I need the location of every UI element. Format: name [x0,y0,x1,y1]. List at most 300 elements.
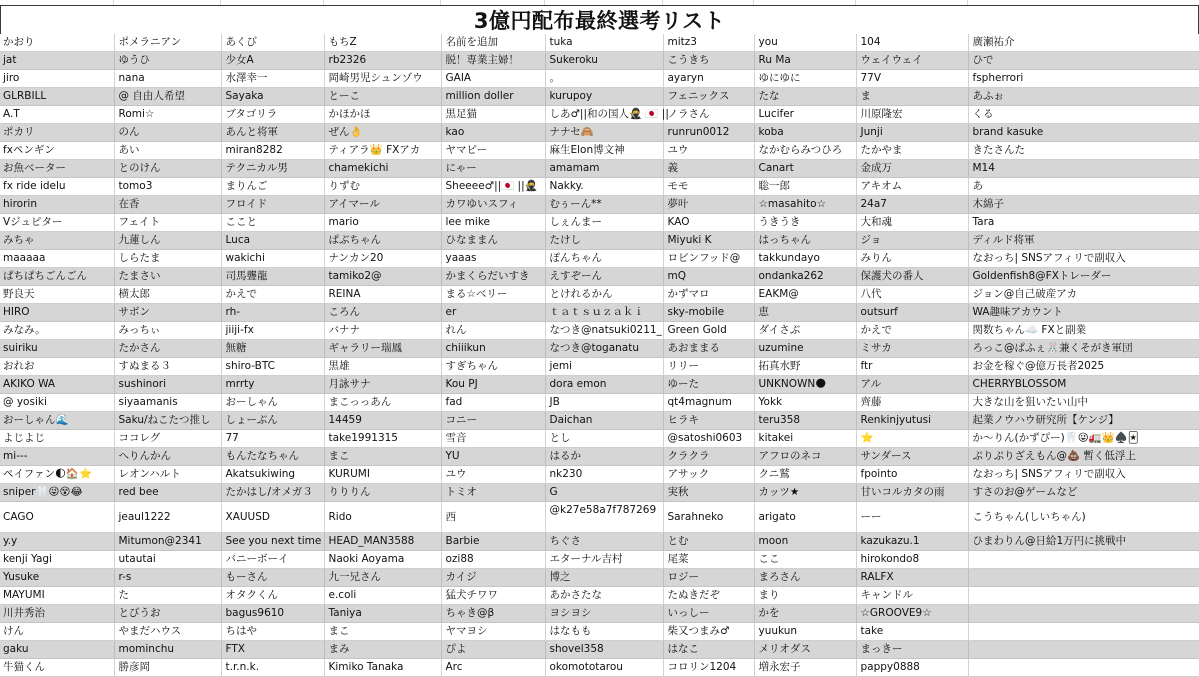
table-cell[interactable]: まろさん [754,569,856,587]
table-cell[interactable]: GLRBILL [0,88,114,106]
table-cell[interactable]: shiro-BTC [221,358,324,376]
table-cell[interactable]: chamekichi [324,160,441,178]
table-cell[interactable]: アル [856,376,968,394]
table-cell[interactable]: オタクくん [221,587,324,605]
table-cell[interactable]: hirokondo8 [856,551,968,569]
table-cell[interactable]: すぬまる３ [114,358,221,376]
table-cell[interactable]: テクニカル男 [221,160,324,178]
table-cell[interactable]: ☆GROOVE9☆ [856,605,968,623]
table-cell[interactable]: はなもも [545,623,663,641]
table-cell[interactable]: utautai [114,551,221,569]
table-cell[interactable]: かえで [856,322,968,340]
table-cell[interactable]: t.r.n.k. [221,659,324,677]
table-cell[interactable]: ロビンフッド@ [663,250,754,268]
table-cell[interactable]: あい [114,142,221,160]
table-cell[interactable]: Taniya [324,605,441,623]
table-cell[interactable]: ftr [856,358,968,376]
table-cell[interactable]: 。 [545,70,663,88]
table-cell[interactable]: Barbie [441,533,545,551]
table-cell[interactable]: あおままる [663,340,754,358]
table-cell[interactable]: Goldenfish8@FXトレーダー [968,268,1199,286]
table-cell[interactable]: sky-mobile [663,304,754,322]
table-cell[interactable]: kitakei [754,430,856,448]
table-cell[interactable]: りずむ [324,178,441,196]
table-cell[interactable]: まる☆ベリー [441,286,545,304]
table-cell[interactable]: カワゆいスフィ [441,196,545,214]
table-cell[interactable] [968,641,1199,659]
table-cell[interactable]: AKIKO WA [0,376,114,394]
table-cell[interactable]: UNKNOWN🌑 [754,376,856,394]
table-cell[interactable]: chiiikun [441,340,545,358]
table-cell[interactable]: よじよじ [0,430,114,448]
table-cell[interactable]: 77V [856,70,968,88]
table-cell[interactable]: WA趣味アカウント [968,304,1199,322]
table-cell[interactable]: miran8282 [221,142,324,160]
table-cell[interactable]: FTX [221,641,324,659]
table-cell[interactable]: しあ♂||和の国人🥷 🇯🇵 || [545,106,663,124]
table-cell[interactable]: Renkinjyutusi [856,412,968,430]
table-cell[interactable]: maaaaa [0,250,114,268]
table-cell[interactable]: 保護犬の番人 [856,268,968,286]
table-cell[interactable]: カッツ★ [754,484,856,502]
table-cell[interactable]: コニー [441,412,545,430]
table-cell[interactable]: かを [754,605,856,623]
table-cell[interactable]: Luca [221,232,324,250]
table-cell[interactable]: lee mike [441,214,545,232]
table-cell[interactable]: まみ [324,641,441,659]
table-cell[interactable]: 恵 [754,304,856,322]
table-cell[interactable]: tamiko2@ [324,268,441,286]
table-cell[interactable]: たかやま [856,142,968,160]
table-cell[interactable]: もちZ [324,34,441,52]
table-cell[interactable]: もんたなちゃん [221,448,324,466]
table-cell[interactable]: クラクラ [663,448,754,466]
table-cell[interactable]: ぱちぱちごんごん [0,268,114,286]
table-cell[interactable]: 起業ノウハウ研究所【ケンジ】 [968,412,1199,430]
table-cell[interactable]: takkundayo [754,250,856,268]
table-cell[interactable]: ぜん👌 [324,124,441,142]
table-cell[interactable]: Ru Ma [754,52,856,70]
table-cell[interactable]: 77 [221,430,324,448]
table-cell[interactable]: qt4magnum [663,394,754,412]
table-cell[interactable]: Kimiko Tanaka [324,659,441,677]
table-cell[interactable]: nana [114,70,221,88]
table-cell[interactable]: ユウ [663,142,754,160]
table-cell[interactable]: 聡一郎 [754,178,856,196]
table-cell[interactable]: サボン [114,304,221,322]
table-cell[interactable]: CHERRYBLOSSOM [968,376,1199,394]
table-cell[interactable]: M14 [968,160,1199,178]
table-cell[interactable]: ポカリ [0,124,114,142]
table-cell[interactable]: Sayaka [221,88,324,106]
table-cell[interactable]: トミオ [441,484,545,502]
table-cell[interactable]: red bee [114,484,221,502]
table-cell[interactable]: たぬきだぞ [663,587,754,605]
table-cell[interactable]: あ [968,178,1199,196]
table-cell[interactable]: いっしー [663,605,754,623]
table-cell[interactable]: Naoki Aoyama [324,551,441,569]
table-cell[interactable]: A.T [0,106,114,124]
table-cell[interactable] [968,551,1199,569]
table-cell[interactable]: kao [441,124,545,142]
table-cell[interactable]: 無糖 [221,340,324,358]
table-cell[interactable]: サンダース [856,448,968,466]
table-cell[interactable]: ひまわりん@日給1万円に挑戦中 [968,533,1199,551]
table-cell[interactable]: コロリン1204 [663,659,754,677]
table-cell[interactable]: アフロのネコ [754,448,856,466]
table-cell[interactable]: か〜りん(かずぴー)🦷😜🚛👑♠️🃏 [968,430,1199,448]
table-cell[interactable]: GAIA [441,70,545,88]
table-cell[interactable]: moon [754,533,856,551]
table-cell[interactable]: なつき@toganatu [545,340,663,358]
table-cell[interactable]: Yusuke [0,569,114,587]
table-cell[interactable]: rb2326 [324,52,441,70]
table-cell[interactable]: たけし [545,232,663,250]
table-cell[interactable]: suiriku [0,340,114,358]
table-cell[interactable]: ーー [856,502,968,533]
table-cell[interactable]: ダイさぶ [754,322,856,340]
table-cell[interactable]: はっちゃん [754,232,856,250]
table-cell[interactable]: かまくらだいすき [441,268,545,286]
table-cell[interactable]: 少女A [221,52,324,70]
table-cell[interactable]: エターナル吉村 [545,551,663,569]
table-cell[interactable]: ここ [754,551,856,569]
table-cell[interactable]: 川井秀治 [0,605,114,623]
table-cell[interactable]: ティアラ👑 FXアカ [324,142,441,160]
table-cell[interactable]: 木綿子 [968,196,1199,214]
table-cell[interactable]: wakichi [221,250,324,268]
table-cell[interactable]: koba [754,124,856,142]
table-cell[interactable]: しょーぶん [221,412,324,430]
table-cell[interactable]: CAGO [0,502,114,533]
table-cell[interactable]: kurupoy [545,88,663,106]
table-cell[interactable]: mi--- [0,448,114,466]
table-cell[interactable]: fspherrori [968,70,1199,88]
table-cell[interactable]: Kou PJ [441,376,545,394]
table-cell[interactable]: 西 [441,502,545,533]
table-cell[interactable]: クニ鷲 [754,466,856,484]
table-cell[interactable]: ぽんちゃん [545,250,663,268]
table-cell[interactable]: カイジ [441,569,545,587]
table-cell[interactable]: あふぉ [968,88,1199,106]
table-cell[interactable]: 九蓮しん [114,232,221,250]
table-cell[interactable]: たな [754,88,856,106]
table-cell[interactable]: しぇんまー [545,214,663,232]
table-cell[interactable]: 岡崎男児シュンゾウ [324,70,441,88]
table-cell[interactable]: アイマール [324,196,441,214]
table-cell[interactable]: なおっち| SNSアフィリで副収入 [968,466,1199,484]
table-cell[interactable]: ゆーた [663,376,754,394]
table-cell[interactable]: やまだハウス [114,623,221,641]
table-cell[interactable]: ヨシヨシ [545,605,663,623]
table-cell[interactable]: うきうき [754,214,856,232]
table-cell[interactable]: 黒雄 [324,358,441,376]
table-cell[interactable]: みっちぃ [114,322,221,340]
table-cell[interactable]: はなこ [663,641,754,659]
table-cell[interactable]: 大きな山を狙いたい山中 [968,394,1199,412]
table-cell[interactable]: 在香 [114,196,221,214]
table-cell[interactable]: 廣瀬祐介 [968,34,1199,52]
table-cell[interactable]: yaaas [441,250,545,268]
table-cell[interactable]: YU [441,448,545,466]
table-cell[interactable]: アキオム [856,178,968,196]
table-cell[interactable]: 齊藤 [856,394,968,412]
table-cell[interactable]: 水澤幸一 [221,70,324,88]
table-cell[interactable]: たかさん [114,340,221,358]
table-cell[interactable]: Sarahneko [663,502,754,533]
table-cell[interactable]: KURUMI [324,466,441,484]
table-cell[interactable]: bagus9610 [221,605,324,623]
table-cell[interactable]: MAYUMI [0,587,114,605]
table-cell[interactable]: ポメラニアン [114,34,221,52]
table-cell[interactable]: リリー [663,358,754,376]
table-cell[interactable]: 月詠サナ [324,376,441,394]
table-cell[interactable]: ozi88 [441,551,545,569]
table-cell[interactable]: 14459 [324,412,441,430]
table-cell[interactable]: 川原隆宏 [856,106,968,124]
table-cell[interactable]: アサック [663,466,754,484]
table-cell[interactable]: りりりん [324,484,441,502]
table-cell[interactable] [968,587,1199,605]
table-cell[interactable]: 八代 [856,286,968,304]
table-cell[interactable]: なかむらみつひろ [754,142,856,160]
table-cell[interactable]: 大和魂 [856,214,968,232]
table-cell[interactable]: まっきー [856,641,968,659]
table-cell[interactable]: 関数ちゃん☁️ FXと副業 [968,322,1199,340]
table-cell[interactable]: ひで [968,52,1199,70]
table-cell[interactable]: かおり [0,34,114,52]
table-cell[interactable]: バニーボーイ [221,551,324,569]
table-cell[interactable]: お魚ベーター [0,160,114,178]
table-cell[interactable]: ペイファン🌓🏠⭐ [0,466,114,484]
table-cell[interactable]: むぅーん** [545,196,663,214]
table-cell[interactable]: Green Gold [663,322,754,340]
table-cell[interactable]: JB [545,394,663,412]
table-cell[interactable]: yuukun [754,623,856,641]
table-cell[interactable]: jeaul1222 [114,502,221,533]
table-cell[interactable]: きたさんた [968,142,1199,160]
table-cell[interactable]: 甘いコルカタの雨 [856,484,968,502]
table-cell[interactable]: jiro [0,70,114,88]
table-cell[interactable]: たまさい [114,268,221,286]
table-cell[interactable]: ondanka262 [754,268,856,286]
table-cell[interactable]: バナナ [324,322,441,340]
table-cell[interactable]: ナンカン20 [324,250,441,268]
table-cell[interactable]: ゆうひ [114,52,221,70]
table-cell[interactable]: fpointo [856,466,968,484]
table-cell[interactable]: Sukeroku [545,52,663,70]
table-cell[interactable]: フロイド [221,196,324,214]
table-cell[interactable]: ミサカ [856,340,968,358]
table-cell[interactable]: e.coli [324,587,441,605]
table-cell[interactable]: とーこ [324,88,441,106]
table-cell[interactable]: まり [754,587,856,605]
table-cell[interactable]: とのけん [114,160,221,178]
table-cell[interactable]: ここと [221,214,324,232]
table-cell[interactable]: ちはや [221,623,324,641]
table-cell[interactable]: おーしゃん [221,394,324,412]
table-cell[interactable]: ロジー [663,569,754,587]
table-cell[interactable]: もーさん [221,569,324,587]
table-cell[interactable]: 金成万 [856,160,968,178]
table-cell[interactable]: フェニックス [663,88,754,106]
table-cell[interactable]: runrun0012 [663,124,754,142]
table-cell[interactable]: ちぐさ [545,533,663,551]
table-cell[interactable]: jemi [545,358,663,376]
table-cell[interactable]: ウェイウェイ [856,52,968,70]
table-cell[interactable]: モモ [663,178,754,196]
table-cell[interactable]: ナナセ🙈 [545,124,663,142]
table-cell[interactable]: mrrty [221,376,324,394]
table-cell[interactable]: お金を稼ぐ@億万長者2025 [968,358,1199,376]
table-cell[interactable]: Lucifer [754,106,856,124]
table-cell[interactable]: 牛猫くん [0,659,114,677]
table-cell[interactable]: Nakky. [545,178,663,196]
table-cell[interactable]: 勝彦岡 [114,659,221,677]
table-cell[interactable]: ゆにゆに [754,70,856,88]
table-cell[interactable]: pappy0888 [856,659,968,677]
table-cell[interactable]: Sheeee♂||🇯🇵 ||🥷 [441,178,545,196]
table-cell[interactable]: ｔａｔｓｕｚａｋｉ [545,304,663,322]
table-cell[interactable]: た [114,587,221,605]
table-cell[interactable]: rh- [221,304,324,322]
table-cell[interactable]: たかはし/オメガ３ [221,484,324,502]
table-cell[interactable]: ayaryn [663,70,754,88]
table-cell[interactable]: tuka [545,34,663,52]
table-cell[interactable]: あかさたな [545,587,663,605]
table-cell[interactable]: ひなままん [441,232,545,250]
table-cell[interactable]: ⭐ [856,430,968,448]
table-cell[interactable]: fad [441,394,545,412]
table-cell[interactable]: まりんご [221,178,324,196]
table-cell[interactable]: 名前を追加 [441,34,545,52]
table-cell[interactable]: あんと将軍 [221,124,324,142]
table-cell[interactable]: かずマロ [663,286,754,304]
table-cell[interactable]: 九一兄さん [324,569,441,587]
table-cell[interactable]: まこっっあん [324,394,441,412]
table-cell[interactable]: @k27e58a7f787269 [545,502,663,533]
table-cell[interactable]: 麻生Elon博文神 [545,142,663,160]
table-cell[interactable] [968,623,1199,641]
table-cell[interactable]: ぷりぷりざえもん@💩 暫く低浮上 [968,448,1199,466]
table-cell[interactable]: 尾菜 [663,551,754,569]
table-cell[interactable]: okomototarou [545,659,663,677]
table-cell[interactable]: とし [545,430,663,448]
table-cell[interactable]: 博之 [545,569,663,587]
table-cell[interactable]: fx ride idelu [0,178,114,196]
table-cell[interactable]: kenji Yagi [0,551,114,569]
table-cell[interactable]: @ 自由人希望 [114,88,221,106]
table-cell[interactable]: arigato [754,502,856,533]
table-cell[interactable]: REINA [324,286,441,304]
table-cell[interactable]: へりんかん [114,448,221,466]
table-cell[interactable]: 増永宏子 [754,659,856,677]
table-cell[interactable]: れん [441,322,545,340]
table-cell[interactable]: jat [0,52,114,70]
table-cell[interactable]: 柴又つまみ♂ [663,623,754,641]
table-cell[interactable]: レオンハルト [114,466,221,484]
table-cell[interactable]: くる [968,106,1199,124]
table-cell[interactable]: ろっこ@ぱふぇ🐰兼くそがき軍団 [968,340,1199,358]
table-cell[interactable]: HEAD_MAN3588 [324,533,441,551]
table-cell[interactable]: ディルド将軍 [968,232,1199,250]
table-cell[interactable]: Canart [754,160,856,178]
table-cell[interactable]: nk230 [545,466,663,484]
table-cell[interactable]: あくび [221,34,324,52]
table-cell[interactable]: 拓真水野 [754,358,856,376]
table-cell[interactable]: とけれるかん [545,286,663,304]
table-cell[interactable] [968,659,1199,677]
table-cell[interactable]: ユウ [441,466,545,484]
table-cell[interactable]: けん [0,623,114,641]
table-cell[interactable]: Rido [324,502,441,533]
table-cell[interactable]: みなみ。 [0,322,114,340]
table-cell[interactable]: 脱！専業主婦！ [441,52,545,70]
table-cell[interactable]: メリオダス [754,641,856,659]
table-cell[interactable]: teru358 [754,412,856,430]
table-cell[interactable]: hirorin [0,196,114,214]
table-cell[interactable]: みりん [856,250,968,268]
table-cell[interactable]: 実秋 [663,484,754,502]
table-cell[interactable]: ブタゴリラ [221,106,324,124]
table-cell[interactable]: 24a7 [856,196,968,214]
table-cell[interactable]: ココレグ [114,430,221,448]
table-cell[interactable]: しらたま [114,250,221,268]
table-cell[interactable]: ま [856,88,968,106]
table-cell[interactable]: なつき@natsuki0211_ [545,322,663,340]
table-cell[interactable]: 雪音 [441,430,545,448]
table-cell[interactable]: jiiji-fx [221,322,324,340]
table-cell[interactable]: ノラさん [663,106,754,124]
table-cell[interactable]: HIRO [0,304,114,322]
table-cell[interactable]: Tara [968,214,1199,232]
table-cell[interactable]: ヤマピー [441,142,545,160]
table-cell[interactable]: キャンドル [856,587,968,605]
table-cell[interactable]: 横太郎 [114,286,221,304]
table-cell[interactable]: G [545,484,663,502]
table-cell[interactable]: sniper🦷😜😵😂 [0,484,114,502]
table-cell[interactable]: 司馬聾龍 [221,268,324,286]
table-cell[interactable]: dora emon [545,376,663,394]
table-cell[interactable]: take [856,623,968,641]
table-cell[interactable]: sushinori [114,376,221,394]
table-cell[interactable]: Mitumon@2341 [114,533,221,551]
table-cell[interactable]: ヤマヨシ [441,623,545,641]
table-cell[interactable]: はるか [545,448,663,466]
table-cell[interactable]: KAO [663,214,754,232]
table-cell[interactable]: take1991315 [324,430,441,448]
table-cell[interactable]: ころん [324,304,441,322]
table-cell[interactable]: mario [324,214,441,232]
table-cell[interactable]: Romi☆ [114,106,221,124]
table-cell[interactable]: brand kasuke [968,124,1199,142]
table-cell[interactable]: ヒラキ [663,412,754,430]
table-cell[interactable]: すぎちゃん [441,358,545,376]
table-cell[interactable]: r-s [114,569,221,587]
table-cell[interactable]: See you next time [221,533,324,551]
table-cell[interactable]: ちゃき@β [441,605,545,623]
table-cell[interactable]: のん [114,124,221,142]
table-cell[interactable]: Saku/ねこたつ推し [114,412,221,430]
table-cell[interactable]: amamam [545,160,663,178]
table-cell[interactable]: million doller [441,88,545,106]
table-cell[interactable]: mitz3 [663,34,754,52]
table-cell[interactable]: にゃー [441,160,545,178]
table-cell[interactable]: Vジュピター [0,214,114,232]
table-cell[interactable]: かえで [221,286,324,304]
table-cell[interactable]: Daichan [545,412,663,430]
table-cell[interactable]: outsurf [856,304,968,322]
